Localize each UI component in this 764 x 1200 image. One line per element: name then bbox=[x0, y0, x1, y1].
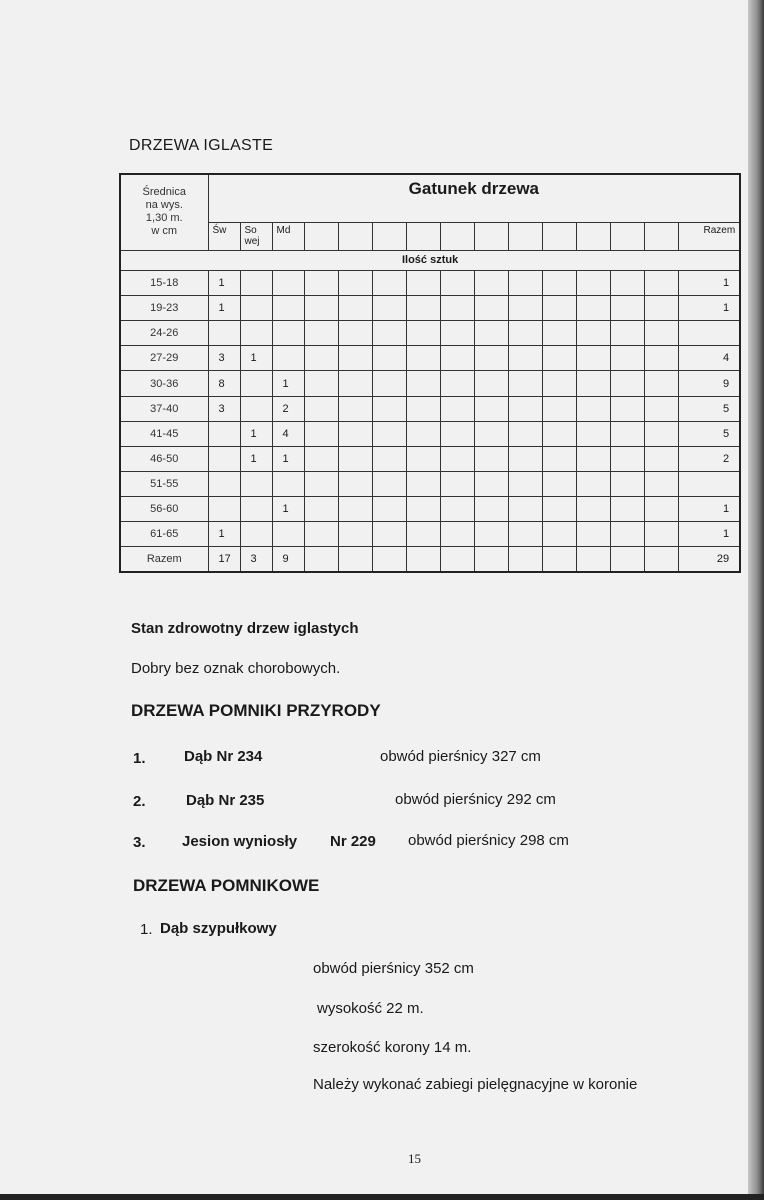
count-md-cell: 2 bbox=[272, 396, 304, 421]
empty-species-col bbox=[474, 222, 508, 250]
count-md-cell bbox=[272, 321, 304, 346]
empty-count-cell bbox=[610, 346, 644, 371]
empty-count-cell bbox=[576, 270, 610, 295]
empty-count-cell bbox=[304, 497, 338, 522]
species-col-so: So wej bbox=[240, 222, 272, 250]
empty-count-cell bbox=[372, 296, 406, 321]
count-md-cell: 4 bbox=[272, 421, 304, 446]
species-col-md: Md bbox=[272, 222, 304, 250]
count-md-cell bbox=[272, 471, 304, 496]
count-sw-cell bbox=[208, 421, 240, 446]
empty-count-cell bbox=[304, 522, 338, 547]
empty-count-cell bbox=[610, 446, 644, 471]
count-sw-cell bbox=[208, 497, 240, 522]
book-spine-shadow bbox=[748, 0, 764, 1200]
count-so-cell bbox=[240, 396, 272, 421]
empty-count-cell bbox=[508, 296, 542, 321]
monumental-detail: wysokość 22 m. bbox=[317, 1000, 424, 1017]
empty-count-cell bbox=[474, 270, 508, 295]
table-row bbox=[120, 371, 740, 396]
diameter-header-line: Średnica bbox=[142, 186, 186, 199]
empty-count-cell bbox=[508, 471, 542, 496]
monument-name: Jesion wyniosły bbox=[182, 833, 298, 850]
empty-count-cell bbox=[644, 446, 678, 471]
diameter-class-cell: Razem bbox=[120, 547, 208, 572]
empty-count-cell bbox=[304, 346, 338, 371]
count-sw-cell: 8 bbox=[208, 371, 240, 396]
empty-count-cell bbox=[474, 497, 508, 522]
empty-count-cell bbox=[304, 446, 338, 471]
empty-count-cell bbox=[304, 396, 338, 421]
monumental-detail: obwód pierśnicy 352 cm bbox=[313, 960, 474, 977]
count-total-cell: 1 bbox=[678, 522, 740, 547]
count-sw-cell: 17 bbox=[208, 547, 240, 572]
empty-count-cell bbox=[406, 421, 440, 446]
count-so-cell bbox=[240, 522, 272, 547]
count-so-cell bbox=[240, 497, 272, 522]
species-header: Gatunek drzewa bbox=[408, 179, 540, 198]
empty-species-col bbox=[542, 222, 576, 250]
empty-count-cell bbox=[610, 321, 644, 346]
empty-count-cell bbox=[542, 296, 576, 321]
empty-count-cell bbox=[542, 346, 576, 371]
count-sw-cell bbox=[208, 471, 240, 496]
empty-count-cell bbox=[610, 421, 644, 446]
empty-count-cell bbox=[508, 421, 542, 446]
empty-count-cell bbox=[610, 547, 644, 572]
empty-count-cell bbox=[338, 396, 372, 421]
diameter-class-cell: 24-26 bbox=[120, 321, 208, 346]
empty-species-col bbox=[576, 222, 610, 250]
empty-count-cell bbox=[440, 321, 474, 346]
monument-name: Dąb Nr 235 bbox=[186, 792, 265, 809]
empty-count-cell bbox=[576, 296, 610, 321]
empty-count-cell bbox=[406, 346, 440, 371]
empty-count-cell bbox=[508, 321, 542, 346]
monument-number: 2. bbox=[133, 793, 146, 810]
empty-count-cell bbox=[644, 497, 678, 522]
table-row bbox=[120, 296, 740, 321]
monumental-detail: szerokość korony 14 m. bbox=[313, 1039, 472, 1056]
empty-count-cell bbox=[372, 270, 406, 295]
table-row bbox=[120, 396, 740, 421]
empty-count-cell bbox=[474, 522, 508, 547]
diameter-class-cell: 46-50 bbox=[120, 446, 208, 471]
count-total-cell: 9 bbox=[678, 371, 740, 396]
count-md-cell bbox=[272, 296, 304, 321]
empty-count-cell bbox=[406, 522, 440, 547]
diameter-header-line: na wys. bbox=[145, 199, 183, 212]
empty-count-cell bbox=[304, 471, 338, 496]
count-sw-cell: 3 bbox=[208, 396, 240, 421]
empty-count-cell bbox=[542, 471, 576, 496]
table-row bbox=[120, 471, 740, 496]
empty-count-cell bbox=[508, 270, 542, 295]
empty-count-cell bbox=[372, 471, 406, 496]
table-row bbox=[120, 522, 740, 547]
count-header-cell bbox=[120, 250, 740, 270]
empty-count-cell bbox=[440, 471, 474, 496]
diameter-class-cell: 61-65 bbox=[120, 522, 208, 547]
empty-count-cell bbox=[440, 296, 474, 321]
empty-count-cell bbox=[372, 497, 406, 522]
empty-count-cell bbox=[338, 547, 372, 572]
table-row bbox=[120, 270, 740, 295]
empty-count-cell bbox=[406, 371, 440, 396]
table-row bbox=[120, 446, 740, 471]
count-md-cell bbox=[272, 346, 304, 371]
empty-count-cell bbox=[304, 421, 338, 446]
empty-count-cell bbox=[644, 547, 678, 572]
empty-count-cell bbox=[338, 471, 372, 496]
empty-species-col bbox=[338, 222, 372, 250]
empty-count-cell bbox=[440, 497, 474, 522]
tree-tally-table bbox=[119, 173, 741, 573]
monumental-heading: DRZEWA POMNIKOWE bbox=[133, 876, 320, 895]
empty-count-cell bbox=[542, 371, 576, 396]
empty-count-cell bbox=[406, 446, 440, 471]
empty-count-cell bbox=[576, 371, 610, 396]
empty-count-cell bbox=[440, 547, 474, 572]
count-total-cell: 1 bbox=[678, 497, 740, 522]
empty-species-col bbox=[406, 222, 440, 250]
empty-count-cell bbox=[406, 270, 440, 295]
diameter-header-line: 1,30 m. bbox=[145, 212, 183, 225]
page-number: 15 bbox=[408, 1151, 421, 1166]
empty-count-cell bbox=[372, 547, 406, 572]
empty-count-cell bbox=[338, 522, 372, 547]
count-md-cell: 1 bbox=[272, 371, 304, 396]
empty-count-cell bbox=[508, 497, 542, 522]
empty-species-col bbox=[440, 222, 474, 250]
empty-count-cell bbox=[542, 321, 576, 346]
empty-count-cell bbox=[304, 371, 338, 396]
empty-count-cell bbox=[304, 296, 338, 321]
count-sw-cell: 1 bbox=[208, 270, 240, 295]
diameter-class-cell: 41-45 bbox=[120, 421, 208, 446]
empty-count-cell bbox=[440, 346, 474, 371]
empty-count-cell bbox=[304, 321, 338, 346]
table-row bbox=[120, 321, 740, 346]
empty-count-cell bbox=[338, 446, 372, 471]
monument-desc: obwód pierśnicy 327 cm bbox=[380, 748, 541, 765]
empty-count-cell bbox=[406, 547, 440, 572]
empty-count-cell bbox=[372, 396, 406, 421]
empty-count-cell bbox=[610, 296, 644, 321]
count-so-cell bbox=[240, 321, 272, 346]
empty-count-cell bbox=[338, 371, 372, 396]
empty-count-cell bbox=[576, 321, 610, 346]
scan-bottom-edge bbox=[0, 1194, 764, 1200]
empty-count-cell bbox=[610, 270, 644, 295]
diameter-class-cell: 19-23 bbox=[120, 296, 208, 321]
diameter-class-cell: 30-36 bbox=[120, 371, 208, 396]
empty-count-cell bbox=[406, 497, 440, 522]
table-row bbox=[120, 421, 740, 446]
empty-count-cell bbox=[338, 497, 372, 522]
empty-count-cell bbox=[440, 270, 474, 295]
count-total-cell bbox=[678, 321, 740, 346]
empty-count-cell bbox=[508, 522, 542, 547]
count-header: Ilość sztuk bbox=[401, 254, 459, 267]
empty-count-cell bbox=[338, 296, 372, 321]
empty-count-cell bbox=[508, 547, 542, 572]
count-sw-cell: 3 bbox=[208, 346, 240, 371]
table-row bbox=[120, 497, 740, 522]
empty-count-cell bbox=[644, 522, 678, 547]
empty-count-cell bbox=[406, 396, 440, 421]
empty-count-cell bbox=[576, 522, 610, 547]
empty-count-cell bbox=[338, 346, 372, 371]
empty-count-cell bbox=[338, 270, 372, 295]
empty-species-col bbox=[644, 222, 678, 250]
empty-count-cell bbox=[474, 346, 508, 371]
count-sw-cell bbox=[208, 321, 240, 346]
empty-count-cell bbox=[474, 547, 508, 572]
species-header-cell bbox=[208, 174, 740, 222]
count-total-cell: 2 bbox=[678, 446, 740, 471]
empty-species-col bbox=[508, 222, 542, 250]
species-col-sw: Św bbox=[208, 222, 240, 250]
empty-count-cell bbox=[372, 346, 406, 371]
empty-count-cell bbox=[610, 497, 644, 522]
empty-count-cell bbox=[372, 522, 406, 547]
empty-count-cell bbox=[542, 522, 576, 547]
empty-count-cell bbox=[406, 296, 440, 321]
empty-species-col bbox=[372, 222, 406, 250]
empty-count-cell bbox=[304, 270, 338, 295]
count-md-cell bbox=[272, 270, 304, 295]
empty-count-cell bbox=[474, 396, 508, 421]
health-text: Dobry bez oznak chorobowych. bbox=[131, 660, 341, 677]
empty-count-cell bbox=[474, 296, 508, 321]
count-md-cell: 1 bbox=[272, 446, 304, 471]
count-sw-cell bbox=[208, 446, 240, 471]
empty-count-cell bbox=[304, 547, 338, 572]
empty-count-cell bbox=[474, 321, 508, 346]
count-md-cell: 1 bbox=[272, 497, 304, 522]
count-total-cell: 1 bbox=[678, 270, 740, 295]
diameter-class-cell: 51-55 bbox=[120, 471, 208, 496]
empty-count-cell bbox=[610, 396, 644, 421]
empty-count-cell bbox=[474, 421, 508, 446]
empty-count-cell bbox=[644, 270, 678, 295]
monument-number: 3. bbox=[133, 834, 146, 851]
count-so-cell: 3 bbox=[240, 547, 272, 572]
empty-count-cell bbox=[338, 421, 372, 446]
empty-count-cell bbox=[372, 446, 406, 471]
count-so-cell bbox=[240, 296, 272, 321]
empty-count-cell bbox=[644, 396, 678, 421]
count-total-cell: 4 bbox=[678, 346, 740, 371]
diameter-class-cell: 37-40 bbox=[120, 396, 208, 421]
count-md-cell: 9 bbox=[272, 547, 304, 572]
count-so-cell: 1 bbox=[240, 421, 272, 446]
count-so-cell bbox=[240, 270, 272, 295]
monument-extra: Nr 229 bbox=[330, 833, 376, 850]
empty-count-cell bbox=[440, 421, 474, 446]
empty-count-cell bbox=[610, 371, 644, 396]
empty-count-cell bbox=[644, 296, 678, 321]
empty-count-cell bbox=[576, 446, 610, 471]
empty-count-cell bbox=[406, 471, 440, 496]
count-so-cell: 1 bbox=[240, 446, 272, 471]
empty-count-cell bbox=[542, 446, 576, 471]
monumental-detail: Należy wykonać zabiegi pielęgnacyjne w koronie bbox=[313, 1076, 638, 1093]
count-total-cell: 1 bbox=[678, 296, 740, 321]
empty-count-cell bbox=[542, 497, 576, 522]
section-title: DRZEWA IGLASTE bbox=[129, 137, 274, 154]
count-total-cell: 29 bbox=[678, 547, 740, 572]
empty-count-cell bbox=[542, 421, 576, 446]
count-sw-cell: 1 bbox=[208, 522, 240, 547]
empty-species-col bbox=[610, 222, 644, 250]
empty-count-cell bbox=[372, 371, 406, 396]
count-so-cell bbox=[240, 471, 272, 496]
table-row bbox=[120, 346, 740, 371]
total-col-header: Razem bbox=[678, 222, 740, 250]
empty-count-cell bbox=[440, 396, 474, 421]
monuments-heading: DRZEWA POMNIKI PRZYRODY bbox=[131, 701, 381, 720]
diameter-class-cell: 56-60 bbox=[120, 497, 208, 522]
empty-count-cell bbox=[542, 396, 576, 421]
empty-count-cell bbox=[372, 421, 406, 446]
monument-name: Dąb Nr 234 bbox=[184, 748, 263, 765]
empty-count-cell bbox=[576, 346, 610, 371]
count-total-cell: 5 bbox=[678, 396, 740, 421]
empty-count-cell bbox=[542, 547, 576, 572]
empty-count-cell bbox=[576, 497, 610, 522]
count-sw-cell: 1 bbox=[208, 296, 240, 321]
diameter-class-cell: 15-18 bbox=[120, 270, 208, 295]
empty-count-cell bbox=[644, 321, 678, 346]
count-so-cell bbox=[240, 371, 272, 396]
monument-desc: obwód pierśnicy 292 cm bbox=[395, 791, 556, 808]
diameter-header bbox=[120, 174, 208, 250]
empty-count-cell bbox=[508, 446, 542, 471]
empty-count-cell bbox=[406, 321, 440, 346]
empty-count-cell bbox=[474, 446, 508, 471]
empty-count-cell bbox=[644, 346, 678, 371]
empty-count-cell bbox=[372, 321, 406, 346]
monumental-item-number: 1. bbox=[140, 921, 153, 938]
empty-count-cell bbox=[508, 396, 542, 421]
monument-number: 1. bbox=[133, 750, 146, 767]
monumental-item-name: Dąb szypułkowy bbox=[160, 920, 277, 937]
empty-species-col bbox=[304, 222, 338, 250]
empty-count-cell bbox=[576, 396, 610, 421]
count-total-cell bbox=[678, 471, 740, 496]
count-total-cell: 5 bbox=[678, 421, 740, 446]
diameter-class-cell: 27-29 bbox=[120, 346, 208, 371]
empty-count-cell bbox=[644, 471, 678, 496]
empty-count-cell bbox=[610, 522, 644, 547]
empty-count-cell bbox=[644, 371, 678, 396]
empty-count-cell bbox=[610, 471, 644, 496]
diameter-header-line: w cm bbox=[151, 225, 178, 238]
empty-count-cell bbox=[508, 371, 542, 396]
empty-count-cell bbox=[576, 471, 610, 496]
count-so-cell: 1 bbox=[240, 346, 272, 371]
empty-count-cell bbox=[576, 421, 610, 446]
empty-count-cell bbox=[542, 270, 576, 295]
empty-count-cell bbox=[440, 522, 474, 547]
monument-desc: obwód pierśnicy 298 cm bbox=[408, 832, 569, 849]
health-heading: Stan zdrowotny drzew iglastych bbox=[131, 620, 359, 637]
empty-count-cell bbox=[644, 421, 678, 446]
empty-count-cell bbox=[440, 371, 474, 396]
empty-count-cell bbox=[474, 371, 508, 396]
empty-count-cell bbox=[576, 547, 610, 572]
count-md-cell bbox=[272, 522, 304, 547]
table-row bbox=[120, 547, 740, 572]
empty-count-cell bbox=[474, 471, 508, 496]
empty-count-cell bbox=[338, 321, 372, 346]
empty-count-cell bbox=[440, 446, 474, 471]
empty-count-cell bbox=[508, 346, 542, 371]
